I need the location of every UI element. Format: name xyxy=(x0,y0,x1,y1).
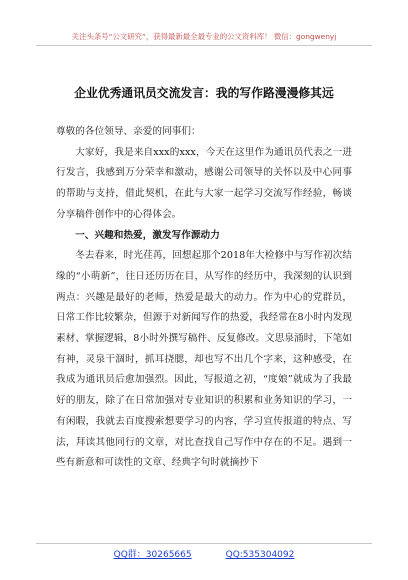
salutation: 尊敬的各位领导、亲爱的同事们： xyxy=(56,126,201,137)
body-paragraph: 大家好，我是来自xxx的xxx，今天在这里作为通讯员代表之一进行发言，我感到万分荣幸和激动，感谢公司领导的关怀以及中心同事的帮助与支持，借此契机，在此与大家一起学习交流写作经验，畅谈分享稿件创作中的心得体会。 xyxy=(56,146,352,220)
qq-group-link[interactable]: QQ群：30265665 xyxy=(113,550,192,560)
header-note: 关注头条号“公文研究”，获得最新最全最专业的公文资料库！ 微信：gongwenyj xyxy=(71,32,337,41)
footer-contacts xyxy=(0,547,408,560)
section-heading: 一、兴趣和热爱，激发写作源动力 xyxy=(75,229,220,241)
document-body xyxy=(56,122,352,474)
page-title: 企业优秀通讯员交流发言：我的写作路漫漫修其远 xyxy=(74,86,334,100)
qq-contact-link[interactable]: QQ:535304092 xyxy=(225,550,295,560)
header-divider xyxy=(36,45,372,46)
body-paragraph: 冬去春来，时光荏苒，回想起那个2018年大检修中与写作初次结缘的“小萌新”，往日还历历在目，从写作的经历中，我深刻的认识到两点：兴趣是最好的老师，热爱是最大的动力。作为中心的党群员，日常工作比较繁杂，但源于对新闻写作的热爱，我经常在8小时内发现素材、掌握逻辑，8小时外撰写稿件、反复修改。文思泉涌时，下笔如有神，灵泉干涸时，抓耳挠腮，却也写不出几个字来，这种感受，在我成为通讯员后愈加强烈。因此，写报道之初，“度娘”就成为了我最好的朋友，除了在日常加强对专业知识的积累和业务知识的学习，一有闲暇，我就去百度搜索想要学习的内容，学习宣传报道的特点、写法，拜读其他同行的文章，对比查找自己写作中存在的不足。遇到一些有新意和可读性的文章、经典字句时就摘抄下 xyxy=(56,250,352,469)
footer-divider xyxy=(36,543,372,544)
